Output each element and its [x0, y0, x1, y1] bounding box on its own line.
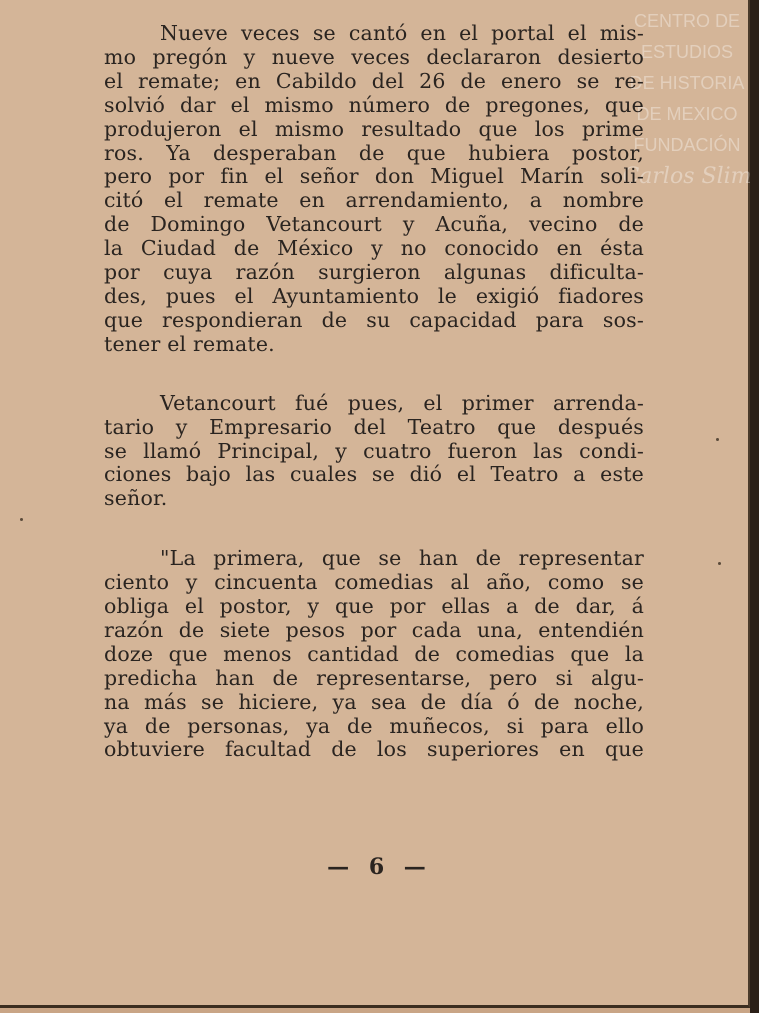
watermark-line: DE MEXICO	[636, 104, 738, 124]
text-line: que respondieran de su capacidad para sos-	[104, 307, 644, 332]
body-text	[104, 22, 644, 762]
watermark-line: FUNDACIÓN	[633, 135, 741, 155]
text-line: ciento y cincuenta comedias al año, como se	[104, 570, 644, 595]
page-number: — 6 —	[327, 854, 432, 880]
text-line: pero por fin el señor don Miguel Marín soli-	[104, 164, 644, 189]
text-line: obliga el postor, y que por ellas a de dar, á	[104, 594, 644, 619]
text-line: se llamó Principal, y cuatro fueron las condi-	[104, 438, 644, 463]
text-line: ciones bajo las cuales se dió el Teatro a este	[104, 462, 644, 487]
text-line: ya de personas, ya de muñecos, si para ello	[104, 713, 644, 738]
text-line: Vetancourt fué pues, el primer arrenda-	[160, 390, 644, 415]
text-line: solvió dar el mismo número de pregones, que	[104, 92, 644, 117]
text-line: la Ciudad de México y no conocido en ésta	[104, 236, 644, 261]
text-line: predicha han de representarse, pero si algu-	[104, 665, 644, 690]
watermark-signature: Carlos Slim	[622, 164, 752, 189]
text-line: el remate; en Cabildo del 26 de enero se re-	[104, 68, 644, 93]
text-line: citó el remate en arrendamiento, a nombre	[104, 188, 644, 213]
text-line: señor.	[104, 486, 168, 511]
watermark-line: ESTUDIOS	[640, 42, 733, 62]
paragraph-gap	[104, 357, 644, 392]
text-line: por cuya razón surgieron algunas dificulta-	[104, 260, 644, 285]
paragraph-3	[104, 547, 644, 762]
text-line: ros. Ya desperaban de que hubiera postor,	[104, 140, 644, 165]
watermark-line: DE HISTORIA	[629, 73, 745, 93]
text-line: obtuviere facultad de los superiores en que	[104, 737, 644, 762]
paragraph-gap	[104, 511, 644, 547]
paragraph-1	[104, 22, 644, 357]
text-line: produjeron el mismo resultado que los prime	[104, 116, 644, 141]
text-line: tario y Empresario del Teatro que después	[104, 414, 644, 439]
text-line: mo pregón y nueve veces declararon desierto	[104, 44, 644, 69]
text-line: Nueve veces se cantó en el portal el mis-	[160, 21, 644, 45]
ink-speck	[20, 518, 23, 521]
text-line: na más se hiciere, ya sea de día ó de noche,	[104, 689, 644, 714]
text-line: "La primera, que se han de representar	[160, 546, 644, 571]
paragraph-2	[104, 392, 644, 512]
text-line: de Domingo Vetancourt y Acuña, vecino de	[104, 212, 644, 237]
text-line: razón de siete pesos por cada una, entendién	[104, 617, 644, 642]
ink-speck	[716, 438, 719, 441]
text-line: tener el remate.	[104, 331, 275, 356]
text-line: doze que menos cantidad de comedias que la	[104, 641, 644, 666]
ink-speck	[718, 562, 721, 565]
watermark-line: CENTRO DE	[633, 11, 740, 31]
text-line: des, pues el Ayuntamiento le exigió fiadores	[104, 283, 644, 308]
